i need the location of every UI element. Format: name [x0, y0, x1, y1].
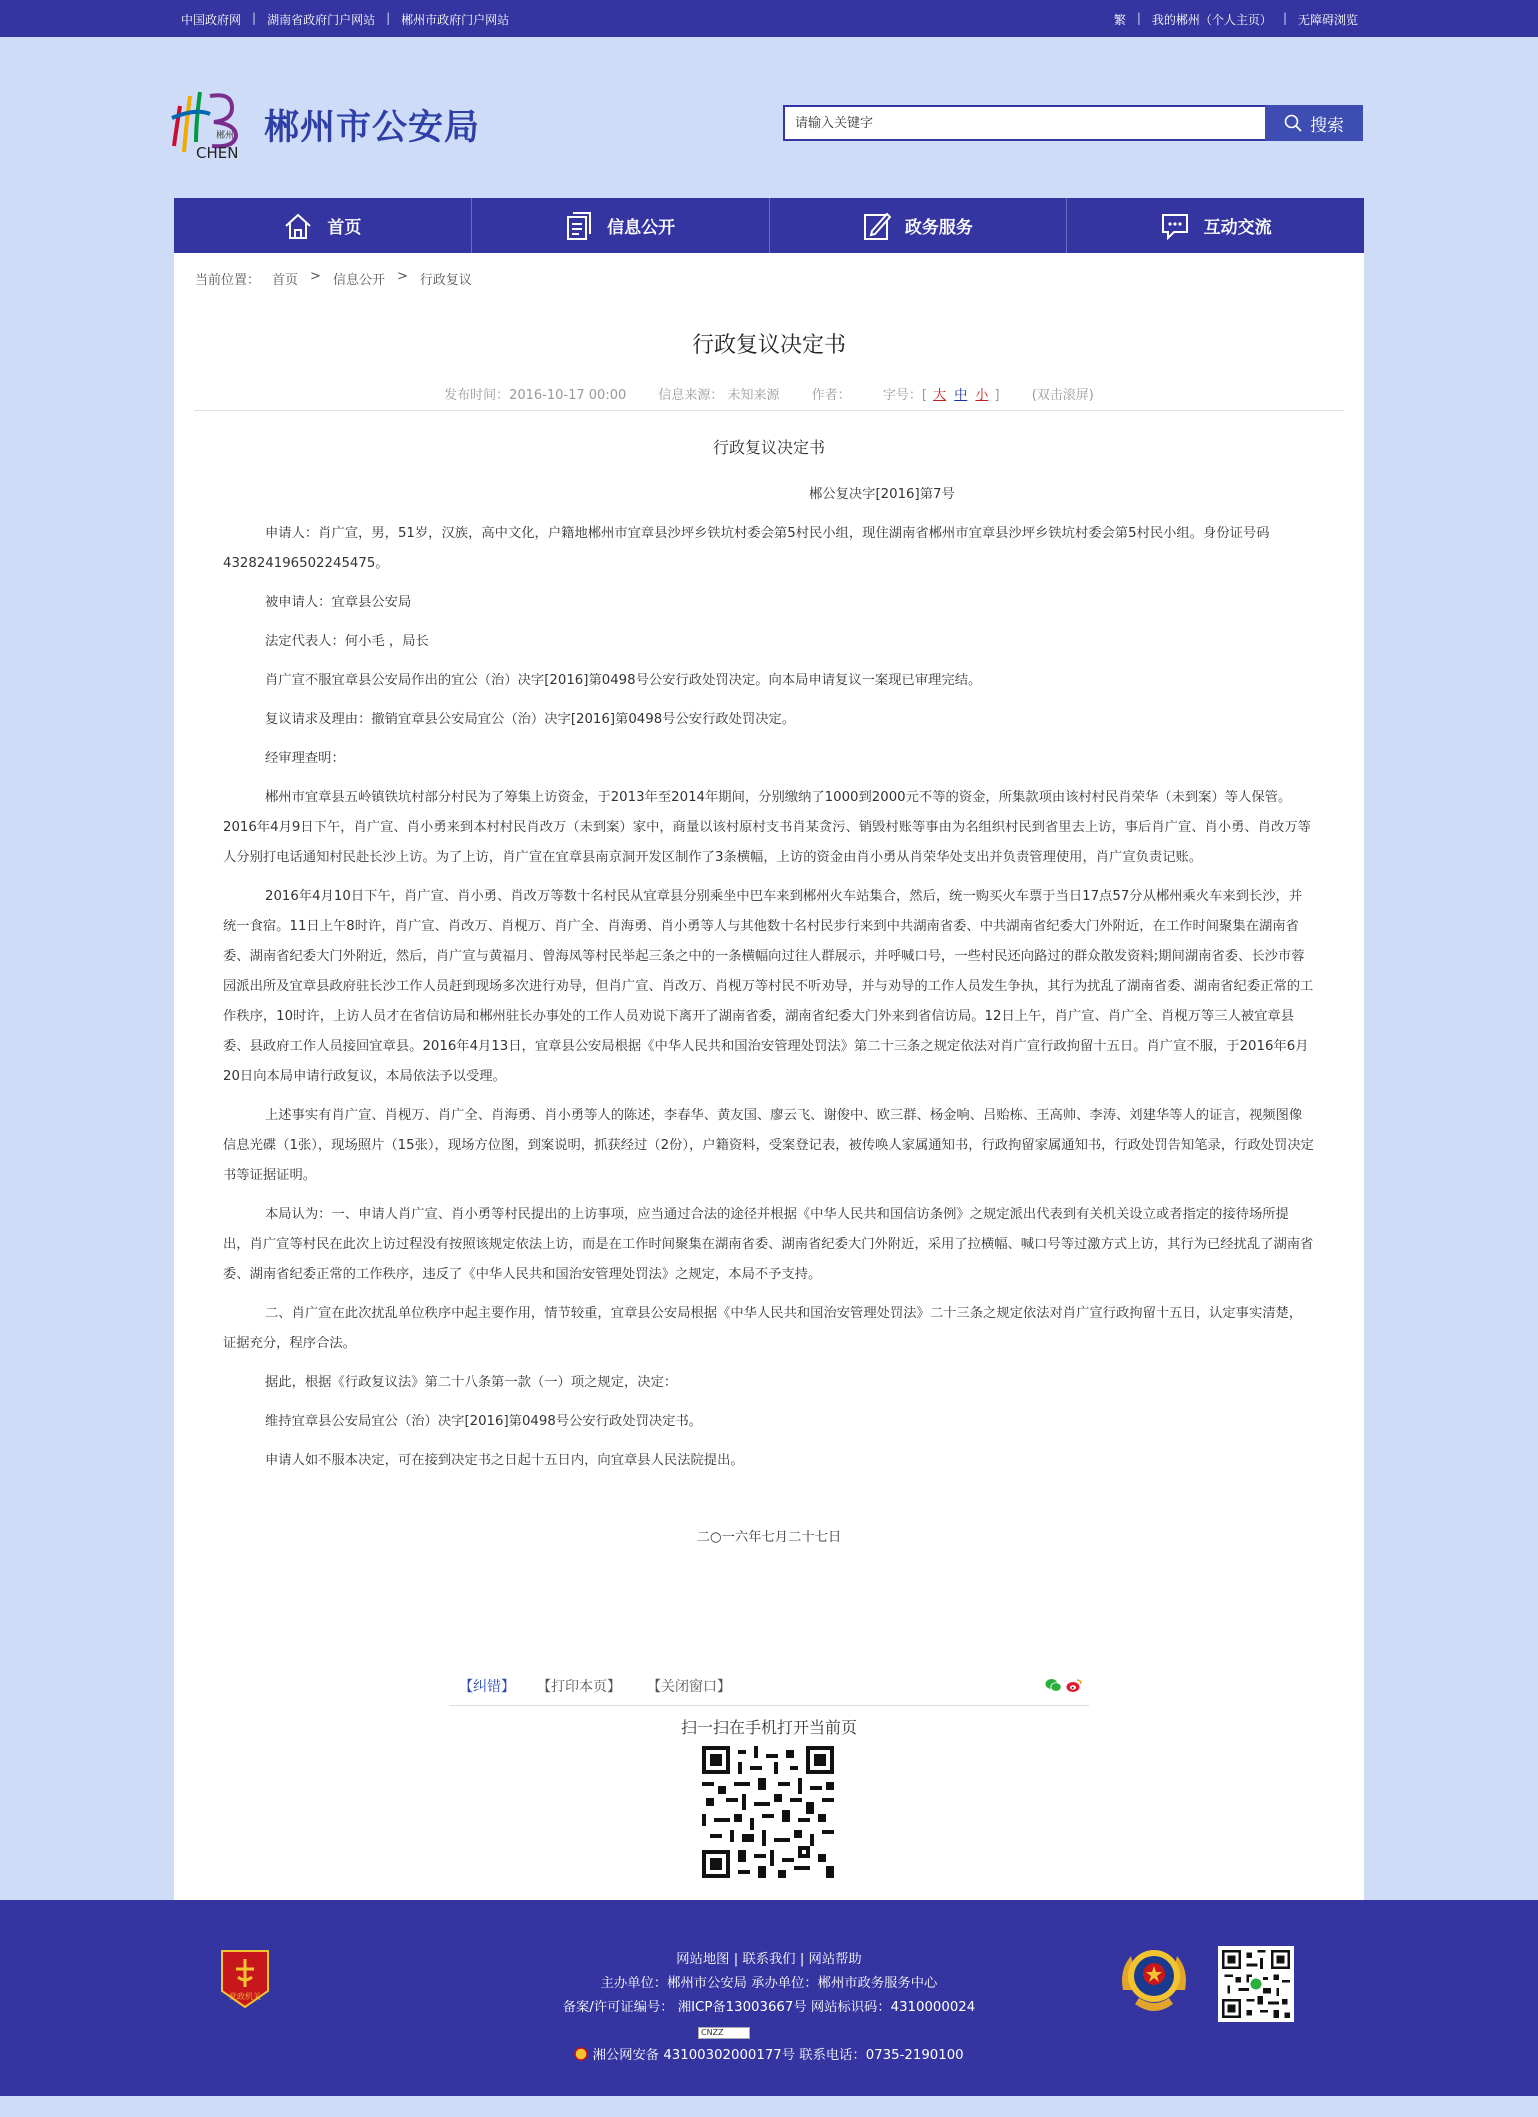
paragraph: 申请人：肖广宣，男，51岁，汉族，高中文化，户籍地郴州市宜章县沙坪乡铁坑村委会第5村民小组，现住湖南省郴州市宜章县沙坪乡铁坑村委会第5村民小组。身份证号码 432824196502245475。	[223, 526, 1270, 571]
nav-interact-label: 互动交流	[1203, 218, 1272, 238]
accessibility-link[interactable]: 无障碍浏览	[1297, 13, 1358, 27]
footer-host: 主办单位：郴州市公安局 承办单位：郴州市政务服务中心	[600, 1976, 938, 1991]
paragraph: 经审理查明：	[265, 751, 345, 766]
search-icon	[1284, 114, 1302, 132]
main-nav	[174, 198, 1364, 253]
my-chenzhou-link[interactable]: 我的郴州（个人主页）	[1151, 13, 1272, 27]
nav-home[interactable]	[174, 198, 472, 253]
paragraph: 郴州市宜章县五岭镇铁坑村部分村民为了筹集上访资金，于2013年至2014年期间，分别缴纳了1000到2000元不等的资金，所集款项由该村村民肖荣华（未到案）等人保管。2016年4月9日下午，肖广宣、肖小勇来到本村村民肖改万（未到案）家中，商量以该村原村支书肖某贪污、销毁村账等事由为名组织村民到省里去上访，事后肖广宣、肖小勇、肖改万等人分别打电话通知村民赴长沙上访。为了上访，肖广宣在宜章县南京洞开发区制作了3条横幅，上访的资金由肖小勇从肖荣华处支出并负责管理使用，肖广宣负责记账。	[223, 790, 1311, 865]
article-meta	[174, 384, 1364, 403]
chen-logo-icon	[166, 86, 248, 162]
traditional-chinese-link[interactable]: 繁	[1113, 13, 1126, 27]
paragraph: 上述事实有肖广宣、肖枧万、肖广全、肖海勇、肖小勇等人的陈述，李春华、黄友国、廖云飞、谢俊中、欧三群、杨金响、吕贻栋、王高帅、李涛、刘建华等人的证言，视频图像信息光碟（1张），现场照片（15张），现场方位图，到案说明，抓获经过（2份），户籍资料，受案登记表，被传唤人家属通知书，行政拘留家属通知书，行政处罚告知笔录，行政处罚决定书等证据证明。	[223, 1108, 1314, 1183]
svg-text:CHEN: CHEN	[196, 144, 239, 162]
footer-qr-code	[1218, 1946, 1294, 2022]
font-size-switch: 字号：[ 大 中 小 ]	[882, 388, 1004, 403]
font-size-big[interactable]: 大	[933, 388, 947, 403]
footer-police[interactable]	[0, 2044, 1538, 2063]
breadcrumb-info[interactable]: 信息公开	[332, 273, 385, 288]
breadcrumb	[195, 269, 472, 288]
scroll-hint[interactable]: (双击滚屏)	[1031, 388, 1094, 403]
share-buttons	[1045, 1678, 1083, 1693]
footer-links[interactable]: 网站地图 | 联系我们 | 网站帮助	[676, 1952, 862, 1967]
qr-code-icon	[702, 1746, 834, 1878]
nav-service[interactable]	[770, 198, 1068, 253]
paragraph: 被申请人：宜章县公安局	[265, 595, 412, 610]
svg-text:郴州: 郴州	[216, 131, 235, 141]
nav-home-label: 首页	[327, 218, 362, 238]
font-size-mid[interactable]: 中	[954, 388, 968, 403]
publish-time: 发布时间：2016-10-17 00:00	[444, 388, 627, 403]
paragraph: 二、肖广宣在此次扰乱单位秩序中起主要作用，情节较重，宜章县公安局根据《中华人民共和国治安管理处罚法》二十三条之规定依法对肖广宣行政拘留十五日，认定事实清楚，证据充分，程序合法。	[223, 1306, 1303, 1351]
close-window-link[interactable]: 【关闭窗口】	[647, 1679, 731, 1695]
police-badge-icon	[574, 2047, 588, 2061]
separator: |	[386, 11, 391, 25]
footer	[0, 1900, 1538, 2096]
link-gov-cn[interactable]: 中国政府网	[181, 13, 242, 27]
info-source: 信息来源： 未知来源	[658, 388, 780, 403]
top-left-links	[181, 11, 509, 28]
separator: |	[1282, 11, 1287, 25]
top-bar	[0, 0, 1538, 37]
font-size-small[interactable]: 小	[975, 388, 989, 403]
wechat-qr-icon	[1222, 1950, 1290, 2018]
nav-interact[interactable]	[1067, 198, 1364, 253]
footer-police-text: 湘公网安备 43100302000177号 联系电话：0735-2190100	[592, 2048, 964, 2063]
police-emblem-icon	[1113, 1940, 1195, 2022]
search-button[interactable]	[1265, 105, 1363, 141]
paragraph: 肖广宣不服宜章县公安局作出的宜公（治）决字[2016]第0498号公安行政处罚决定。向本局申请复议一案现已审理完结。	[265, 673, 982, 688]
paragraph: 法定代表人：何小毛 ，局长	[265, 634, 429, 649]
nav-info-label: 信息公开	[607, 218, 676, 238]
content-panel	[174, 253, 1364, 1900]
paragraph: 复议请求及理由：撤销宜章县公安局宜公（治）决字[2016]第0498号公安行政处罚决定。	[265, 712, 796, 727]
paragraph: 据此，根据《行政复议法》第二十八条第一款（一）项之规定，决定：	[265, 1375, 678, 1390]
article-tools	[449, 1668, 1089, 1706]
document-icon	[565, 211, 593, 241]
article-title: 行政复议决定书	[691, 333, 846, 358]
svg-text:党政机关: 党政机关	[229, 1992, 261, 2001]
link-hunan-gov[interactable]: 湖南省政府门户网站	[267, 13, 376, 27]
breadcrumb-home[interactable]: 首页	[272, 273, 299, 288]
paragraph: 申请人如不服本决定，可在接到决定书之日起十五日内，向宜章县人民法院提出。	[265, 1453, 744, 1468]
article-body	[223, 433, 1315, 1562]
search-box	[783, 105, 1363, 141]
author: 作者：	[811, 388, 851, 403]
weibo-icon[interactable]	[1066, 1678, 1083, 1693]
doc-title: 行政复议决定书	[712, 438, 825, 457]
separator: |	[252, 11, 257, 25]
search-button-label: 搜索	[1310, 115, 1344, 136]
paragraph: 本局认为：一、申请人肖广宣、肖小勇等村民提出的上访事项，应当通过合法的途径并根据《中华人民共和国信访条例》之规定派出代表到有关机关设立或者指定的接待场所提出，肖广宣等村民在此次上访过程没有按照该规定依法上访，而是在工作时间聚集在湖南省委、湖南省纪委大门外附近，采用了拉横幅、喊口号等过激方式上访，其行为已经扰乱了湖南省委、湖南省纪委正常的工作秩序，违反了《中华人民共和国治安管理处罚法》之规定，本局不予支持。	[223, 1207, 1314, 1282]
breadcrumb-separator: >	[396, 269, 408, 284]
breadcrumb-label: 当前位置：	[195, 273, 261, 288]
paragraph: 2016年4月10日下午，肖广宣、肖小勇、肖改万等数十名村民从宜章县分别乘坐中巴车来到郴州火车站集合，然后，统一购买火车票于当日17点57分从郴州乘火车来到长沙，并统一食宿。11日上午8时许，肖广宣、肖改万、肖枧万、肖广全、肖海勇、肖小勇等人与其他数十名村民步行来到中共湖南省委、中共湖南省纪委大门外附近，在工作时间聚集在湖南省委、湖南省纪委大门外附近，然后，肖广宣与黄福月、曾海凤等村民举起三条之中的一条横幅向过往人群展示，并呼喊口号，一些村民还向路过的群众散发资料;期间湖南省委、长沙市蓉园派出所及宜章县政府驻长沙工作人员赶到现场多次进行劝导，但肖广宣、肖改万、肖枧万等村民不听劝导，并与劝导的工作人员发生争执，其行为扰乱了湖南省委、湖南省纪委正常的工作秩序，10时许，上访人员才在省信访局和郴州驻长办事处的工作人员劝说下离开了湖南省委，湖南省纪委大门外来到省信访局。12日上午，肖广宣、肖广全、肖枧万等三人被宜章县委、县政府工作人员接回宜章县。2016年4月13日，宜章县公安局根据《中华人民共和国治安管理处罚法》第二十三条之规定依法对肖广宣行政拘留十五日。肖广宣不服，于2016年6月20日向本局申请行政复议，本局依法予以受理。	[223, 889, 1314, 1084]
doc-date: 二○一六年七月二十七日	[696, 1530, 842, 1545]
footer-icp[interactable]: 备案/许可证编号： 湘ICP备13003667号 网站标识码：4310000024	[562, 2000, 976, 2015]
wechat-icon[interactable]	[1045, 1678, 1062, 1693]
search-input[interactable]	[783, 105, 1265, 141]
correct-link[interactable]: 【纠错】	[459, 1679, 515, 1695]
top-right-links	[1114, 11, 1358, 28]
edit-icon	[863, 211, 891, 241]
breadcrumb-separator: >	[310, 269, 321, 284]
doc-number: 郴公复决字[2016]第7号	[809, 487, 955, 502]
home-icon	[283, 212, 313, 240]
nav-info[interactable]	[472, 198, 770, 253]
print-link[interactable]: 【打印本页】	[537, 1679, 621, 1695]
link-chenzhou-gov[interactable]: 郴州市政府门户网站	[401, 13, 510, 27]
font-size-label: 字号：	[882, 388, 922, 403]
paragraph: 维持宜章县公安局宜公（治）决字[2016]第0498号公安行政处罚决定书。	[265, 1414, 703, 1429]
chat-icon	[1160, 212, 1190, 240]
separator: |	[1136, 11, 1141, 25]
qr-label: 扫一扫在手机打开当前页	[680, 1718, 857, 1737]
breadcrumb-review[interactable]: 行政复议	[419, 273, 472, 288]
divider	[194, 410, 1344, 411]
site-title: 郴州市公安局	[264, 108, 481, 148]
site-logo[interactable]	[166, 86, 506, 162]
nav-service-label: 政务服务	[904, 218, 973, 238]
cnzz-badge[interactable]: CNZZ	[698, 2027, 750, 2039]
